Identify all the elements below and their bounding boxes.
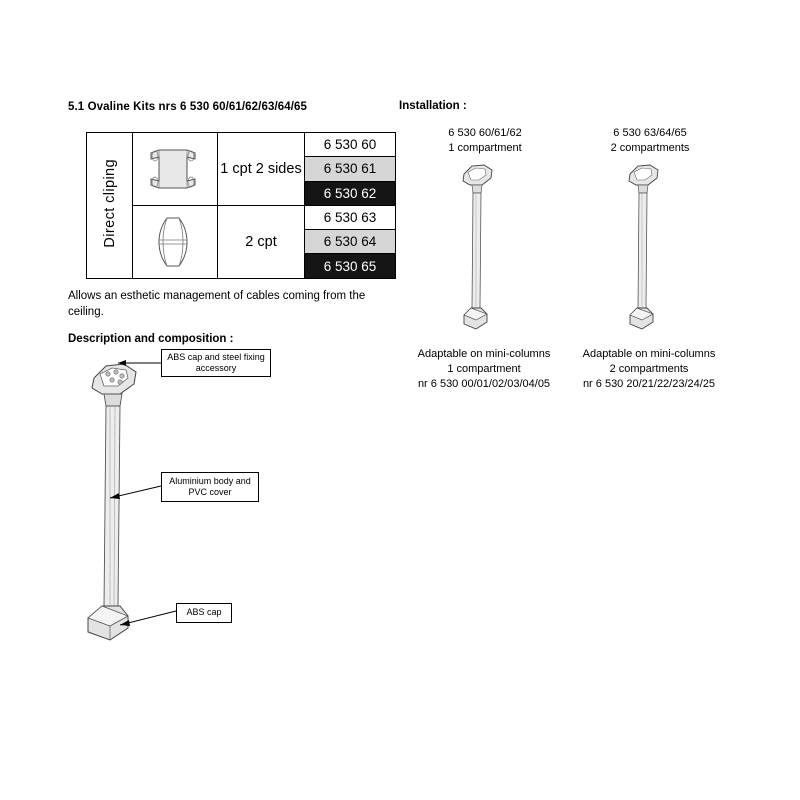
compartment-label: 2 cpt [218, 205, 305, 278]
reference-cell: 6 530 64 [305, 230, 396, 254]
install-column-2-heading [560, 126, 740, 156]
install-column-1-ref: 6 530 60/61/62 [448, 127, 522, 139]
section-title: 5.1 Ovaline Kits nrs 6 530 60/61/62/63/64/65 [68, 101, 308, 113]
install-column-1-foot-line2: 1 compartment [447, 362, 521, 375]
install-column-2-footnote [549, 347, 749, 392]
reference-cell: 6 530 61 [305, 157, 396, 181]
aluminium-body-shape [104, 406, 120, 606]
install-column-2-ref: 6 530 63/64/65 [613, 127, 687, 139]
install-column-1-foot-line1: Adaptable on mini-columns [417, 348, 551, 360]
install-column-2-foot-line3: nr 6 530 20/21/22/23/24/25 [582, 377, 716, 390]
reference-cell: 6 530 65 [305, 254, 396, 278]
ovaline-2-cpt-glyph [133, 210, 213, 274]
installation-title: Installation : [399, 100, 467, 112]
callout-abs-cap: ABS cap [176, 603, 232, 623]
ovaline-2-sides-icon [133, 133, 218, 206]
leader-line-2 [100, 480, 170, 504]
install-column-2-desc: 2 compartments [610, 141, 690, 154]
install-column-1-heading [395, 126, 575, 156]
direct-cliping-cell [87, 133, 133, 279]
install-column-1-desc: 1 compartment [448, 141, 522, 154]
table-row [87, 205, 396, 229]
callout-aluminium-body: Aluminium body and PVC cover [161, 472, 259, 502]
direct-cliping-label: Direct cliping [101, 158, 118, 248]
callout-abs-cap-fixing: ABS cap and steel fixing accessory [161, 349, 271, 377]
ovaline-kits-table [86, 132, 396, 279]
install-column-1-foot-line3: nr 6 530 00/01/02/03/04/05 [417, 377, 551, 390]
ovaline-2-sides-glyph [133, 137, 213, 201]
reference-cell: 6 530 63 [305, 205, 396, 229]
install-column-1-illustration [440, 160, 520, 340]
description-title: Description and composition : [68, 333, 234, 345]
leader-line-3 [108, 605, 182, 631]
allows-text: Allows an esthetic management of cables coming from the ceiling. [68, 290, 366, 318]
install-column-2-foot-line1: Adaptable on mini-columns [582, 348, 716, 360]
reference-cell: 6 530 60 [305, 133, 396, 157]
reference-cell: 6 530 62 [305, 181, 396, 205]
table-row [87, 133, 396, 157]
ovaline-2-cpt-icon [133, 205, 218, 278]
install-column-2-foot-line2: 2 compartments [609, 362, 689, 375]
compartment-label: 1 cpt 2 sides [218, 133, 305, 206]
install-column-2-illustration [606, 160, 686, 340]
